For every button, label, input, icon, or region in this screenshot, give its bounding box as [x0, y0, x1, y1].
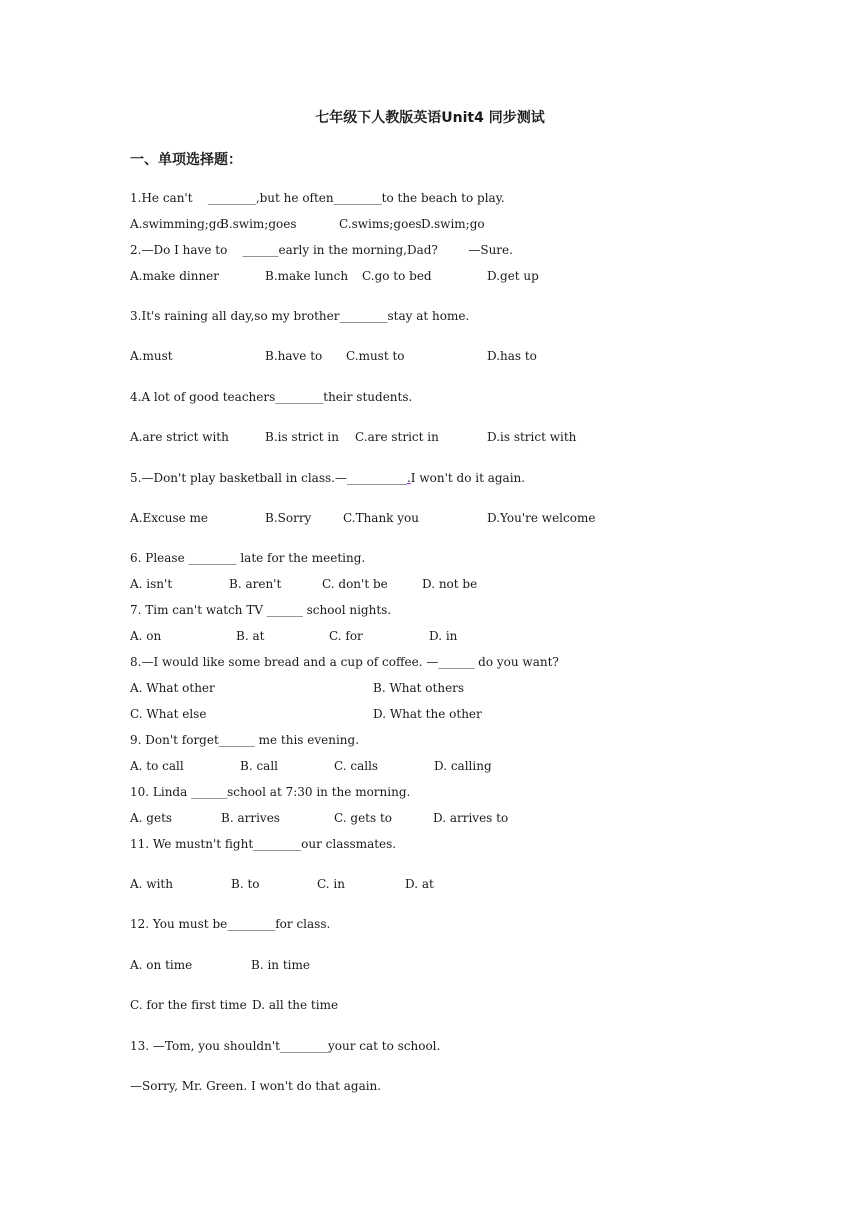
question-1-options — [130, 216, 730, 232]
question-6-stem: 6. Please ________ late for the meeting. — [130, 551, 366, 565]
option-b: B. at — [236, 629, 265, 643]
question-13-reply: —Sorry, Mr. Green. I won't do that again. — [130, 1079, 382, 1093]
option-a: A. with — [130, 877, 173, 891]
question-12-stem: 12. You must be________for class. — [130, 917, 331, 931]
question-9-options — [130, 758, 730, 774]
question-4-options — [130, 429, 730, 445]
option-c: C. don't be — [322, 577, 388, 591]
question-12-options-row-1 — [130, 957, 730, 973]
option-c: C. for — [329, 629, 363, 643]
option-d: D. What the other — [373, 707, 482, 721]
question-8-options-row-2 — [130, 706, 730, 722]
option-d: D. not be — [422, 577, 478, 591]
option-b: B.make lunch — [265, 269, 349, 283]
question-2-options — [130, 268, 730, 284]
question-4-stem: 4.A lot of good teachers________their students. — [130, 390, 413, 404]
question-8-stem: 8.—I would like some bread and a cup of coffee. —______ do you want? — [130, 655, 559, 669]
question-3-options — [130, 348, 730, 364]
question-5-stem-mark: . — [406, 471, 411, 485]
option-b: B.is strict in — [265, 430, 339, 444]
option-a: A.Excuse me — [130, 511, 209, 525]
option-d: D.swim;go — [421, 217, 485, 231]
option-d: D. calling — [434, 759, 492, 773]
question-5-options — [130, 510, 730, 526]
option-c: C. in — [317, 877, 345, 891]
option-c: C. for the first time — [130, 998, 247, 1012]
question-12-options-row-2 — [130, 997, 730, 1013]
option-b: B. to — [231, 877, 260, 891]
section-heading: 一、单项选择题： — [130, 152, 242, 168]
option-a: A.swimming;go — [130, 217, 224, 231]
option-a: A. gets — [130, 811, 173, 825]
option-c: C.are strict in — [355, 430, 439, 444]
option-c: C. calls — [334, 759, 379, 773]
option-c: C.Thank you — [343, 511, 420, 525]
option-d: D.You're welcome — [487, 511, 596, 525]
option-a: A. on — [130, 629, 162, 643]
option-c: C.swims;goes — [339, 217, 422, 231]
question-7-options — [130, 628, 730, 644]
question-13-stem: 13. —Tom, you shouldn't________your cat to school. — [130, 1039, 441, 1053]
option-a: A. on time — [130, 958, 193, 972]
option-d: D.get up — [487, 269, 539, 283]
question-5-stem-part-b: I won't do it again. — [410, 471, 526, 485]
document-title: 七年级下人教版英语Unit4 同步测试 — [315, 110, 545, 126]
option-b: B. in time — [251, 958, 310, 972]
option-b: B.swim;goes — [220, 217, 297, 231]
question-6-options — [130, 576, 730, 592]
option-d: D. arrives to — [433, 811, 509, 825]
option-b: B.have to — [265, 349, 323, 363]
option-a: A.must — [130, 349, 173, 363]
question-5-stem-part-a: 5.—Don't play basketball in class.—__________ — [130, 471, 407, 485]
option-c: C. gets to — [334, 811, 393, 825]
option-a: A. What other — [130, 681, 215, 695]
option-b: B. aren't — [229, 577, 282, 591]
question-11-stem: 11. We mustn't fight________our classmates. — [130, 837, 397, 851]
option-b: B.Sorry — [265, 511, 312, 525]
option-d: D. at — [405, 877, 434, 891]
question-8-options-row-1 — [130, 680, 730, 696]
question-7-stem: 7. Tim can't watch TV ______ school nights. — [130, 603, 392, 617]
question-1-stem: 1.He can't ________,but he often________to the beach to play. — [130, 191, 505, 205]
option-a: A. isn't — [130, 577, 173, 591]
option-a: A. to call — [130, 759, 184, 773]
option-c: C.must to — [346, 349, 405, 363]
option-b: B. call — [240, 759, 278, 773]
option-b: B. arrives — [221, 811, 280, 825]
question-11-options — [130, 876, 730, 892]
option-d: D. all the time — [252, 998, 339, 1012]
option-a: A.make dinner — [130, 269, 220, 283]
question-9-stem: 9. Don't forget______ me this evening. — [130, 733, 360, 747]
option-a: A.are strict with — [130, 430, 229, 444]
question-3-stem: 3.It's raining all day,so my brother________stay at home. — [130, 309, 470, 323]
option-d: D. in — [429, 629, 458, 643]
option-d: D.has to — [487, 349, 537, 363]
option-d: D.is strict with — [487, 430, 577, 444]
option-b: B. What others — [373, 681, 465, 695]
question-5-stem — [130, 470, 525, 486]
question-2-stem: 2.—Do I have to ______early in the morning,Dad? —Sure. — [130, 243, 513, 257]
question-10-stem: 10. Linda ______school at 7:30 in the morning. — [130, 785, 411, 799]
question-10-options — [130, 810, 730, 826]
option-c: C. What else — [130, 707, 207, 721]
option-c: C.go to bed — [362, 269, 432, 283]
